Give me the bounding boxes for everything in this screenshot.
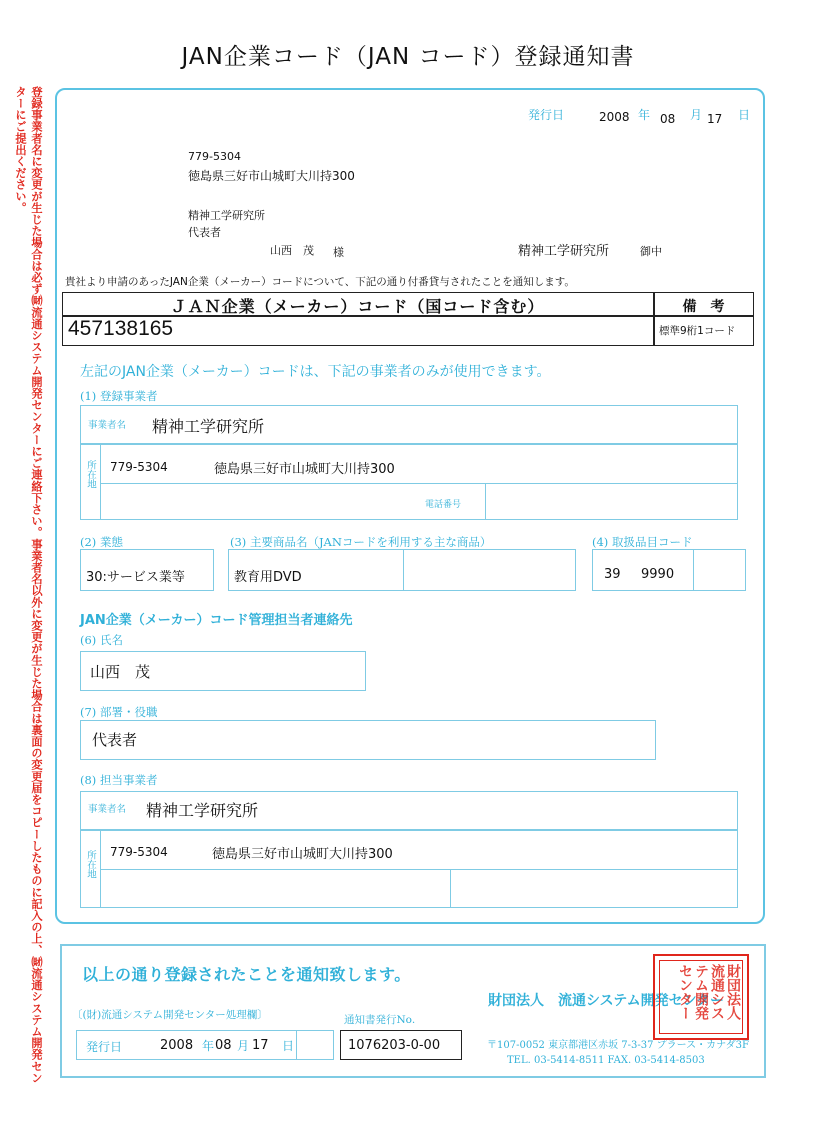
agent-address: 徳島県三好市山城町大川持300: [212, 847, 393, 862]
products-divider: [403, 549, 404, 591]
registrant-phone-label: 電話番号: [425, 500, 462, 510]
jan-code-value: 457138165: [68, 317, 174, 340]
footer-date-day-unit: 日: [282, 1039, 295, 1053]
recipient-company: 精神工学研究所: [188, 209, 265, 222]
products-value: 教育用DVD: [234, 570, 302, 585]
footer-date-month: 08: [215, 1038, 232, 1053]
contact-dept-value: 代表者: [92, 731, 138, 749]
registrant-address: 徳島県三好市山城町大川持300: [214, 462, 395, 477]
notice-no-value: 1076203-0-00: [348, 1038, 441, 1053]
recipient-person: 山西 茂: [270, 244, 314, 257]
official-seal-icon: [653, 954, 749, 1040]
footer-date-year-unit: 年: [202, 1039, 215, 1053]
seal-text: 財団法人流通システム開発センター: [677, 964, 741, 1020]
exclusive-notice: 左記のJAN企業（メーカー）コードは、下記の事業者のみが使用できます。: [80, 364, 551, 380]
remark-value: 標準9桁1コード: [659, 325, 736, 337]
registered-notice: 以上の通り登録されたことを通知致します。: [82, 965, 411, 984]
registrant-divider-2: [100, 483, 738, 484]
code-table-header: ＪＡＮ企業（メーカー）コード（国コード含む）: [170, 297, 545, 316]
notice-no-label: 通知書発行No.: [344, 1014, 416, 1026]
items-divider: [693, 549, 694, 591]
contact-header: JAN企業（メーカー）コード管理担当者連絡先: [80, 613, 353, 628]
footer-date-day: 17: [252, 1038, 269, 1053]
recipient-company-right: 精神工学研究所: [518, 244, 610, 259]
org-name: 財団法人 流通システム開発センター: [488, 993, 725, 1009]
agent-name: 精神工学研究所: [146, 801, 259, 820]
side-notice: 登録事業者名に変更が生じた場合は必ず㈶流通システム開発センターにご連絡下さい。事業者名以外に変更が生じた場合は裏面の変更届をコピーしたものに記入の上、㈶流通システム開発センターにご提出ください。: [14, 86, 43, 1084]
footer-date-year: 2008: [160, 1038, 194, 1053]
org-tel-fax: TEL. 03-5414-8511 FAX. 03-5414-8503: [507, 1055, 705, 1066]
agent-divider-2: [100, 869, 738, 870]
issue-date-month: 08: [660, 112, 676, 126]
footer-date-divider: [296, 1030, 297, 1060]
remark-header: 備 考: [682, 299, 725, 315]
registrant-section-label: (1) 登録事業者: [80, 389, 158, 403]
items-section-label: (4) 取扱品目コード: [592, 535, 693, 549]
issue-date-month-unit: 月: [690, 108, 703, 122]
assignment-notice: 貴社より申請のあったJAN企業（メーカー）コードについて、下記の通り付番貸与されたことを通知します。: [65, 276, 575, 288]
agent-postal: 779-5304: [110, 845, 168, 859]
issue-date-day: 17: [707, 112, 723, 126]
business-section-label: (2) 業態: [80, 535, 123, 549]
contact-dept-box: [80, 720, 656, 760]
items-value-1: 39: [604, 567, 621, 582]
contact-dept-label: (7) 部署・役職: [80, 705, 158, 719]
products-section-label: (3) 主要商品名（JANコードを利用する主な商品）: [230, 535, 492, 549]
agent-addr-label: 所在地: [85, 850, 96, 879]
issue-date-year-unit: 年: [638, 108, 651, 122]
footer-date-month-unit: 月: [237, 1039, 250, 1053]
org-address: 〒107-0052 東京都港区赤坂 7-3-37 プラース・カナダ3F: [487, 1040, 749, 1051]
issue-date-label: 発行日: [528, 108, 565, 122]
recipient-postal: 779-5304: [188, 150, 241, 163]
recipient-role: 代表者: [188, 226, 221, 239]
issue-date-day-unit: 日: [738, 108, 751, 122]
recipient-person-suffix: 様: [333, 246, 344, 259]
registrant-addr-col: [100, 443, 101, 520]
footer-date-label: 発行日: [86, 1040, 123, 1054]
agent-section-label: (8) 担当事業者: [80, 773, 158, 787]
registrant-name-label: 事業者名: [88, 420, 127, 431]
registrant-addr-label: 所在地: [85, 460, 96, 489]
items-value-2: 9990: [641, 567, 675, 582]
business-value: 30:サービス業等: [86, 570, 185, 585]
contact-name-label: (6) 氏名: [80, 633, 123, 647]
agent-addr-col: [100, 829, 101, 908]
recipient-company-suffix: 御中: [640, 245, 662, 258]
registrant-name: 精神工学研究所: [152, 417, 265, 436]
registrant-divider: [80, 443, 738, 445]
agent-divider: [80, 829, 738, 831]
issue-date-year: 2008: [599, 110, 630, 124]
agent-phone-col: [450, 869, 451, 908]
registrant-postal: 779-5304: [110, 460, 168, 474]
registrant-phone-col: [485, 483, 486, 520]
office-use-label: 〔(財)流通システム開発センター処理欄〕: [72, 1009, 268, 1021]
agent-name-label: 事業者名: [88, 804, 127, 815]
document-title: JAN企業コード（JAN コード）登録通知書: [181, 44, 635, 70]
contact-name-value: 山西 茂: [90, 663, 151, 681]
recipient-address: 徳島県三好市山城町大川持300: [188, 169, 355, 183]
